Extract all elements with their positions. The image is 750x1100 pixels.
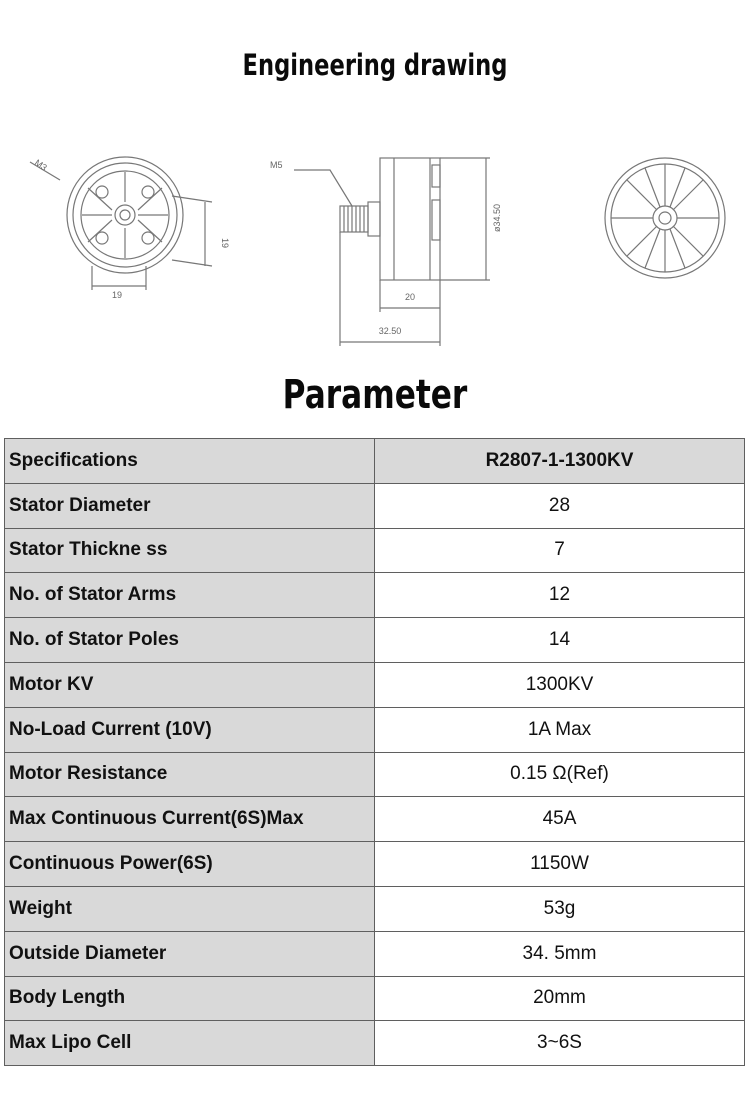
row-value: 34. 5mm [375, 931, 745, 976]
engineering-drawing-title: Engineering drawing [242, 48, 508, 82]
row-value: 1150W [375, 842, 745, 887]
table-row [5, 797, 745, 842]
front-width-dimension: 19 [112, 290, 123, 300]
row-value: 3~6S [375, 1021, 745, 1066]
row-value: 12 [375, 573, 745, 618]
table-header-row [5, 439, 745, 484]
header-label-cell: Specifications [5, 439, 375, 484]
row-label: Max Lipo Cell [5, 1021, 375, 1066]
row-label: No. of Stator Poles [5, 618, 375, 663]
row-label: Body Length [5, 976, 375, 1021]
row-label: Outside Diameter [5, 931, 375, 976]
front-height-dimension: 19 [220, 238, 230, 249]
table-row [5, 707, 745, 752]
motor-side-view [294, 158, 490, 346]
row-value: 45A [375, 797, 745, 842]
table-row [5, 573, 745, 618]
side-thread-label: M5 [270, 160, 283, 170]
table-row [5, 752, 745, 797]
front-thread-label: M3 [32, 157, 49, 173]
row-value: 28 [375, 483, 745, 528]
row-label: No-Load Current (10V) [5, 707, 375, 752]
side-total-length-dimension: 32.50 [378, 326, 402, 336]
row-label: Stator Diameter [5, 483, 375, 528]
row-label: Motor KV [5, 662, 375, 707]
table-row [5, 842, 745, 887]
row-label: Stator Thickne ss [5, 528, 375, 573]
parameter-title: Parameter [282, 372, 468, 418]
row-value: 20mm [375, 976, 745, 1021]
row-label: No. of Stator Arms [5, 573, 375, 618]
table-row [5, 931, 745, 976]
row-value: 7 [375, 528, 745, 573]
motor-rear-view [605, 158, 725, 278]
engineering-drawing [0, 140, 750, 360]
row-label: Weight [5, 886, 375, 931]
table-row [5, 618, 745, 663]
side-diameter-dimension: ø34.50 [492, 203, 502, 233]
row-label: Max Continuous Current(6S)Max [5, 797, 375, 842]
row-value: 53g [375, 886, 745, 931]
row-value: 0.15 Ω(Ref) [375, 752, 745, 797]
row-value: 1A Max [375, 707, 745, 752]
parameter-table [4, 438, 745, 1066]
table-row [5, 886, 745, 931]
table-row [5, 1021, 745, 1066]
row-label: Continuous Power(6S) [5, 842, 375, 887]
motor-front-view [30, 157, 212, 290]
table-row [5, 483, 745, 528]
side-body-length-dimension: 20 [404, 292, 416, 302]
table-row [5, 662, 745, 707]
header-value-cell: R2807-1-1300KV [375, 439, 745, 484]
table-row [5, 528, 745, 573]
table-row [5, 976, 745, 1021]
row-label: Motor Resistance [5, 752, 375, 797]
row-value: 1300KV [375, 662, 745, 707]
row-value: 14 [375, 618, 745, 663]
